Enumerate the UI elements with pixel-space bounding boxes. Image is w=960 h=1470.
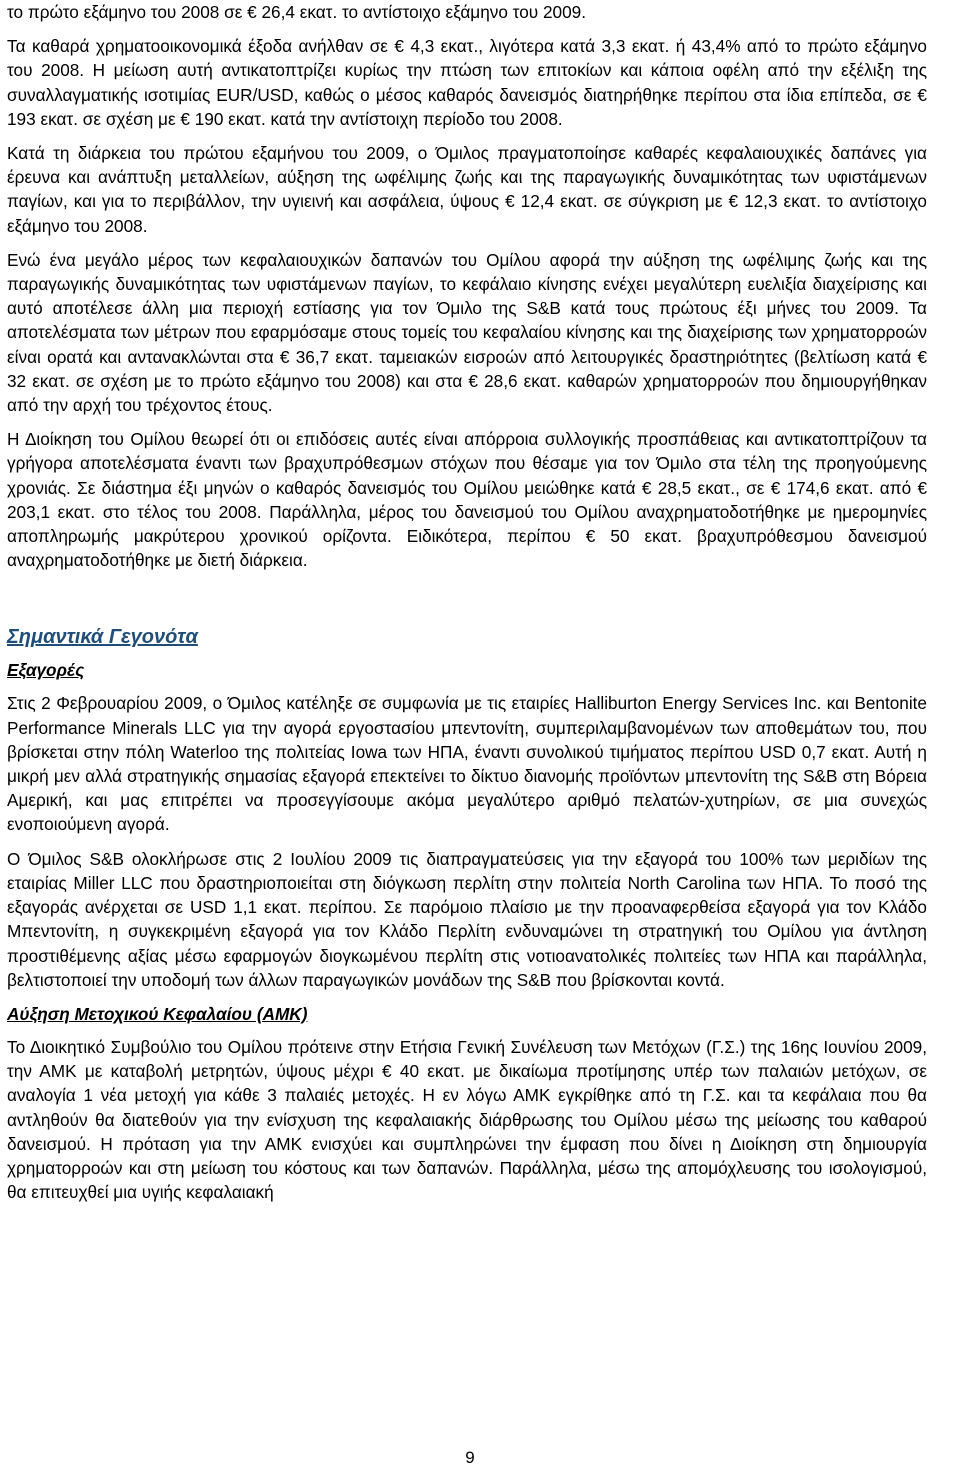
paragraph: Ο Όμιλος S&B ολοκλήρωσε στις 2 Ιουλίου 2009 τις διαπραγματεύσεις για την εξαγορά του 100% των μεριδίων της εταιρίας Miller LLC που δραστηριοποιείται στη διόγκωση περλίτη στην πολιτεία North Carolina των ΗΠΑ. Το ποσό της εξαγοράς ανέρχεται σε USD 1,1 εκατ. περίπου. Σε παρόμοιο πλαίσιο με την προαναφερθείσα εξαγορά για τον Κλάδο Μπεντονίτη, η συγκεκριμένη εξαγορά για τον Κλάδο Περλίτη ενδυναμώνει τη στρατηγική του Ομίλου για άντληση προστιθέμενης αξίας μέσω εφαρμογών διογκωμένου περλίτη στις νοτιοανατολικές πολιτείες των ΗΠΑ και παράλληλα, βελτιστοποιεί την υποδομή των άλλων παραγωγικών μονάδων της S&B που βρίσκονται κοντά. xyxy=(7,848,927,990)
paragraph: Ενώ ένα μεγάλο μέρος των κεφαλαιουχικών δαπανών του Ομίλου αφορά την αύξηση της ωφέλιμης ζωής και της παραγωγικής δυναμικότητας των υφιστάμενων παγίων, το κεφάλαιο κίνησης ενέχει μεγαλύτερη ευελιξία διαχείρισης και αυτό αποτέλεσε άλλη μια περιοχή εστίασης για τον Όμιλο της S&B κατά τους πρώτους έξι μήνες του 2009. Τα αποτελέσματα των μέτρων που εφαρμόσαμε στους τομείς του κεφαλαίου κίνησης και της διαχείρισης των χρηματορροών είναι ορατά και αντανακλώνται στα € 36,7 εκατ. ταμειακών εισροών από λειτουργικές δραστηριότητες (βελτίωση κατά € 32 εκατ. σε σχέση με το πρώτο εξάμηνο του 2008) και στα € 28,6 εκατ. καθαρών χρηματορροών που δημιουργήθηκαν από την αρχή του τρέχοντος έτους. xyxy=(7,249,927,416)
paragraph: Το Διοικητικό Συμβούλιο του Ομίλου πρότεινε στην Ετήσια Γενική Συνέλευση των Μετόχων (Γ.Σ.) της 16ης Ιουνίου 2009, την ΑΜΚ με καταβολή μετρητών, ύψους μέχρι € 40 εκατ. με δικαίωμα προτίμησης υπέρ των παλαιών μετόχων, σε αναλογία 1 νέα μετοχή για κάθε 3 παλαιές μετοχές. Η εν λόγω ΑΜΚ εγκρίθηκε από τη Γ.Σ. και τα κεφάλαια που θα αντληθούν θα διατεθούν για την ενίσχυση της κεφαλαιακής διάρθρωσης του Ομίλου μέσω της μείωσης του καθαρού δανεισμού. Η πρόταση για την ΑΜΚ ενισχύει και συμπληρώνει την έμφαση που δίνει η Διοίκηση στη δημιουργία χρηματορροών και στη μείωση του κόστους και των δαπανών. Παράλληλα, μέσω της απομόχλευσης του ισολογισμού, θα επιτευχθεί μια υγιής κεφαλαιακή xyxy=(7,1036,927,1203)
section-title: Σημαντικά Γεγονότα xyxy=(7,626,198,649)
paragraph: Τα καθαρά χρηματοοικονομικά έξοδα ανήλθαν σε € 4,3 εκατ., λιγότερα κατά 3,3 εκατ. ή 43,4% από το πρώτο εξάμηνο του 2008. Η μείωση αυτή αντικατοπτρίζει κυρίως την πτώση των επιτοκίων και κάποια οφέλη από την εξέλιξη της συναλλαγματικής ισοτιμίας EUR/USD, καθώς ο μέσος καθαρός δανεισμός διατηρήθηκε περίπου στα ίδια επίπεδα, σε € 193 εκατ. σε σχέση με € 190 εκατ. κατά την αντίστοιχη περίοδο του 2008. xyxy=(7,36,927,129)
paragraph: Στις 2 Φεβρουαρίου 2009, ο Όμιλος κατέληξε σε συμφωνία με τις εταιρίες Halliburton Energy Services Inc. και Bentonite Performance Minerals LLC για την αγορά εργοστασίου μπεντονίτη, συμπεριλαμβανομένων των αποθεμάτων του, που βρίσκεται στην πόλη Waterloo της πολιτείας Iowa των ΗΠΑ, έναντι συνολικού τιμήματος περίπου USD 0,7 εκατ. Αυτή η μικρή μεν αλλά στρατηγικής σημασίας εξαγορά επεκτείνει το δίκτυο διανομής προϊόντων μπεντονίτη της S&B στη Βόρεια Αμερική, και μας επιτρέπει να προσεγγίσουμε ακόμα μεγαλύτερο αριθμό πελατών-χυτηρίων, σε μια συνεχώς ενοποιούμενη αγορά. xyxy=(7,693,927,835)
paragraph: το πρώτο εξάμηνο του 2008 σε € 26,4 εκατ. το αντίστοιχο εξάμηνο του 2009. xyxy=(7,2,586,22)
acquisitions-subheading: Εξαγορές xyxy=(7,660,85,681)
page-number: 9 xyxy=(465,1448,475,1467)
capital-increase-subheading: Αύξηση Μετοχικού Κεφαλαίου (ΑΜΚ) xyxy=(7,1003,308,1024)
document-page xyxy=(7,0,927,1204)
paragraph: Κατά τη διάρκεια του πρώτου εξαμήνου του 2009, ο Όμιλος πραγματοποίησε καθαρές κεφαλαιουχικές δαπάνες για έρευνα και ανάπτυξη μεταλλείων, αύξηση της ωφέλιμης ζωής και της παραγωγικής δυναμικότητας των υφιστάμενων παγίων, και για το περιβάλλον, την υγιεινή και ασφάλεια, ύψους € 12,4 εκατ. σε σύγκριση με € 12,3 εκατ. το αντίστοιχο εξάμηνο του 2008. xyxy=(7,143,927,236)
paragraph: Η Διοίκηση του Ομίλου θεωρεί ότι οι επιδόσεις αυτές είναι απόρροια συλλογικής προσπάθειας και αντικατοπτρίζουν τα γρήγορα αποτελέσματα έναντι των βραχυπρόθεσμων στόχων που θέσαμε για τον Όμιλο στα τέλη της προηγούμενης χρονιάς. Σε διάστημα έξι μηνών ο καθαρός δανεισμός του Ομίλου μειώθηκε κατά € 28,5 εκατ., σε € 174,6 εκατ. από € 203,1 εκατ. στο τέλος του 2008. Παράλληλα, μέρος του δανεισμού του Ομίλου αναχρηματοδοτήθηκε με ημερομηνίες αποπληρωμής μακρύτερου χρονικού ορίζοντα. Ειδικότερα, περίπου € 50 εκατ. βραχυπρόθεσμου δανεισμού αναχρηματοδοτήθηκε με διετή διάρκεια. xyxy=(7,429,927,571)
